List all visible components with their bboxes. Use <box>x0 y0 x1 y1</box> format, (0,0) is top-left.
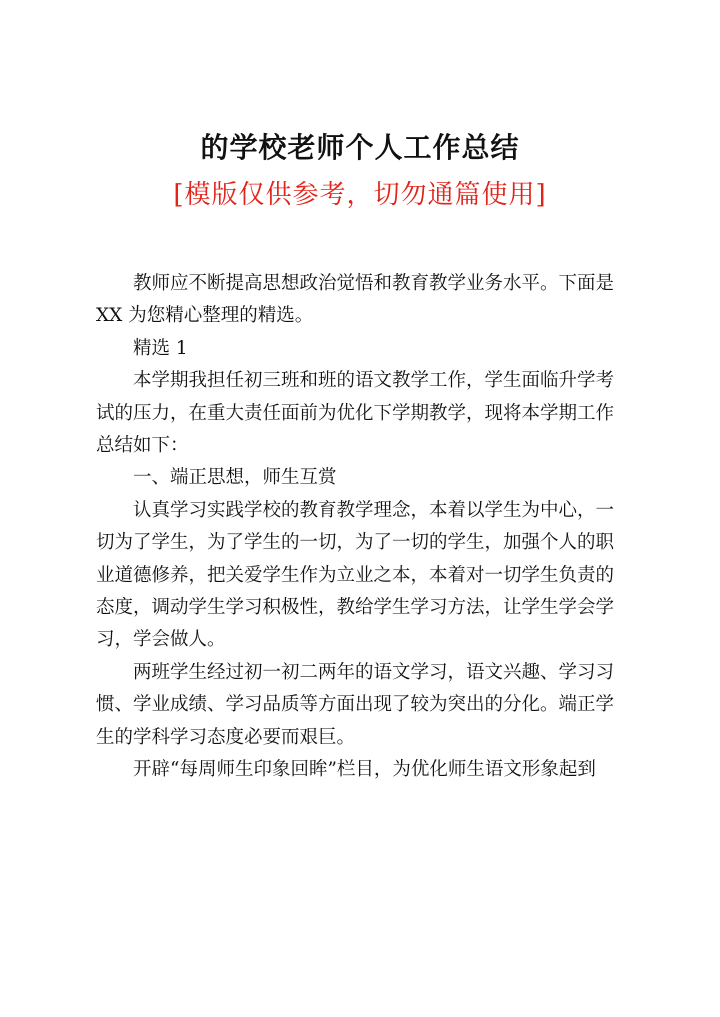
body-line: 态度，调动学生学习积极性，教给学生学习方法，让学生学会学 <box>96 597 615 619</box>
section-heading: 精选 1 <box>133 337 188 359</box>
body-line: 教师应不断提高思想政治觉悟和教育教学业务水平。下面是 <box>133 273 615 294</box>
body-line: 两班学生经过初一初二两年的语文学习，语文兴趣、学习习 <box>133 661 615 683</box>
template-disclaimer: [模版仅供参考，切勿通篇使用] <box>173 180 547 210</box>
body-line: 业道德修养，把关爱学生作为立业之本，本着对一切学生负责的 <box>96 564 615 586</box>
body-line: XX 为您精心整理的精选。 <box>96 305 314 327</box>
body-line: 认真学习实践学校的教育教学理念，本着以学生为中心，一 <box>133 499 615 521</box>
body-line: 试的压力，在重大责任面前为优化下学期教学，现将本学期工作 <box>96 402 615 424</box>
body-line: 总结如下： <box>96 435 189 457</box>
document-body <box>96 268 630 787</box>
body-line: 惯、学业成绩、学习品质等方面出现了较为突出的分化。端正学 <box>96 694 615 716</box>
body-line: 本学期我担任初三班和班的语文教学工作，学生面临升学考 <box>133 370 615 392</box>
body-line: 切为了学生，为了学生的一切，为了一切的学生，加强个人的职 <box>96 532 615 554</box>
body-line: 生的学科学习态度必要而艰巨。 <box>96 726 356 748</box>
section-heading: 一、端正思想，师生互赏 <box>133 467 337 489</box>
body-line: 习，学会做人。 <box>96 629 226 651</box>
body-line: 开辟“每周师生印象回眸”栏目，为优化师生语文形象起到 <box>133 759 596 781</box>
document-title: 的学校老师个人工作总结 <box>200 131 520 164</box>
